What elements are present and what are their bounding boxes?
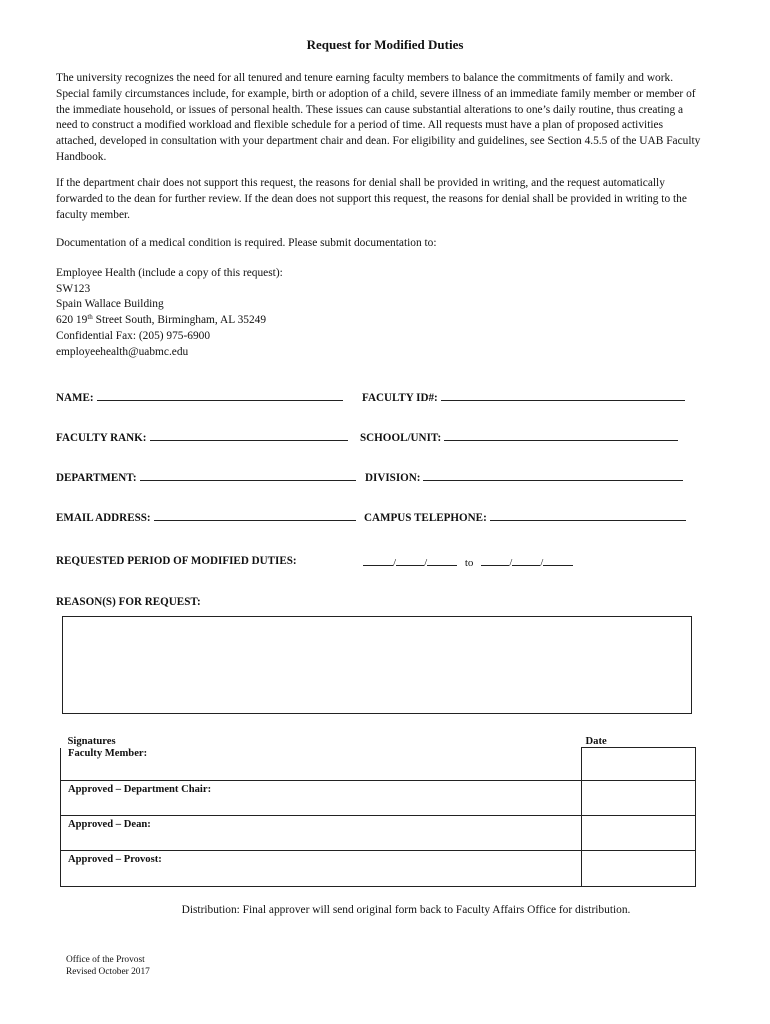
name-label: NAME: — [56, 392, 94, 404]
campus-telephone-label: CAMPUS TELEPHONE: — [364, 512, 487, 524]
footer-office: Office of the Provost — [66, 955, 145, 965]
end-year-line[interactable] — [543, 556, 573, 566]
date-cell-provost[interactable] — [582, 851, 696, 887]
street-suffix: th — [87, 313, 93, 322]
footer — [66, 954, 150, 978]
email-field[interactable] — [56, 510, 356, 524]
division-field[interactable] — [365, 470, 683, 484]
page-title: Request for Modified Duties — [306, 37, 464, 52]
documentation-paragraph: Documentation of a medical condition is required. Please submit documentation to: — [56, 237, 437, 249]
address-line: SW123 — [56, 282, 91, 295]
distribution-note: Distribution: Final approver will send original form back to Faculty Affairs Office for distribution. — [181, 904, 631, 916]
street-number: 620 19 — [56, 314, 88, 327]
department-field[interactable] — [56, 470, 356, 484]
requested-period-label: REQUESTED PERIOD OF MODIFIED DUTIES: — [56, 555, 297, 567]
start-day-line[interactable] — [396, 556, 424, 566]
faculty-rank-field[interactable] — [56, 430, 348, 444]
denial-paragraph: If the department chair does not support this request, the reasons for denial shall be provided in writing, and the request automatically forwarded to the dean for further review. If the dean does not support this request, the reasons for denial shall be provided in writing to the faculty member. — [56, 177, 687, 221]
division-label: DIVISION: — [365, 472, 421, 484]
signature-row-dean[interactable]: Approved – Dean: — [61, 816, 582, 851]
intro-paragraph: The university recognizes the need for all tenured and tenure earning faculty members to balance the commitments of family and work. Special family circumstances include, for example, birth or adoption of a child, severe illness of an immediate family member or member of the immediate household, or issues of personal health. These issues can cause substantial alterations to one’s daily routine, thus creating a need to construct a modified workload and flexible schedule for a period of time. All requests must have a plan of proposed activities attached, developed in consultation with your department chair and dean. For eligibility and guidelines, see Section 4.5.5 of the UAB Faculty Handbook. — [56, 72, 701, 163]
faculty-id-label: FACULTY ID#: — [362, 392, 438, 404]
date-separator: / — [424, 557, 428, 569]
date-cell-faculty[interactable] — [582, 748, 696, 781]
date-separator: / — [540, 557, 544, 569]
faculty-rank-line[interactable] — [150, 430, 348, 441]
department-label: DEPARTMENT: — [56, 472, 137, 484]
submission-address — [56, 266, 283, 360]
campus-telephone-line[interactable] — [490, 510, 686, 521]
date-to: to — [464, 557, 474, 569]
signature-row-chair[interactable]: Approved – Department Chair: — [61, 781, 582, 816]
faculty-id-line[interactable] — [441, 390, 685, 401]
faculty-rank-label: FACULTY RANK: — [56, 432, 147, 444]
division-line[interactable] — [423, 470, 683, 481]
name-field[interactable] — [56, 390, 343, 404]
date-cell-dean[interactable] — [582, 816, 696, 851]
date-header: Date — [585, 736, 607, 747]
campus-telephone-field[interactable] — [364, 510, 686, 524]
reasons-textbox[interactable] — [62, 616, 692, 714]
reasons-label: REASON(S) FOR REQUEST: — [56, 596, 201, 608]
date-separator: / — [393, 557, 397, 569]
email-line-input[interactable] — [154, 510, 356, 521]
date-range[interactable] — [363, 556, 573, 569]
date-separator: / — [509, 557, 513, 569]
address-line: Spain Wallace Building — [56, 298, 164, 311]
signatures-table — [60, 737, 696, 887]
signatures-header: Signatures — [67, 736, 116, 747]
signature-row-faculty[interactable]: Faculty Member: — [61, 748, 582, 781]
start-month-line[interactable] — [363, 556, 393, 566]
end-day-line[interactable] — [512, 556, 540, 566]
start-year-line[interactable] — [427, 556, 457, 566]
school-unit-line[interactable] — [444, 430, 678, 441]
fax-line: Confidential Fax: (205) 975-6900 — [56, 329, 211, 342]
faculty-id-field[interactable] — [362, 390, 685, 404]
footer-revised: Revised October 2017 — [66, 967, 150, 977]
end-month-line[interactable] — [481, 556, 509, 566]
name-line[interactable] — [97, 390, 343, 401]
date-cell-chair[interactable] — [582, 781, 696, 816]
address-line — [56, 313, 283, 329]
school-unit-label: SCHOOL/UNIT: — [360, 432, 442, 444]
signature-row-provost[interactable]: Approved – Provost: — [61, 851, 582, 887]
email-line: employeehealth@uabmc.edu — [56, 345, 189, 358]
street-rest: Street South, Birmingham, AL 35249 — [92, 314, 267, 327]
address-line: Employee Health (include a copy of this request): — [56, 267, 283, 279]
school-unit-field[interactable] — [360, 430, 678, 444]
department-line[interactable] — [140, 470, 356, 481]
email-label: EMAIL ADDRESS: — [56, 512, 151, 524]
